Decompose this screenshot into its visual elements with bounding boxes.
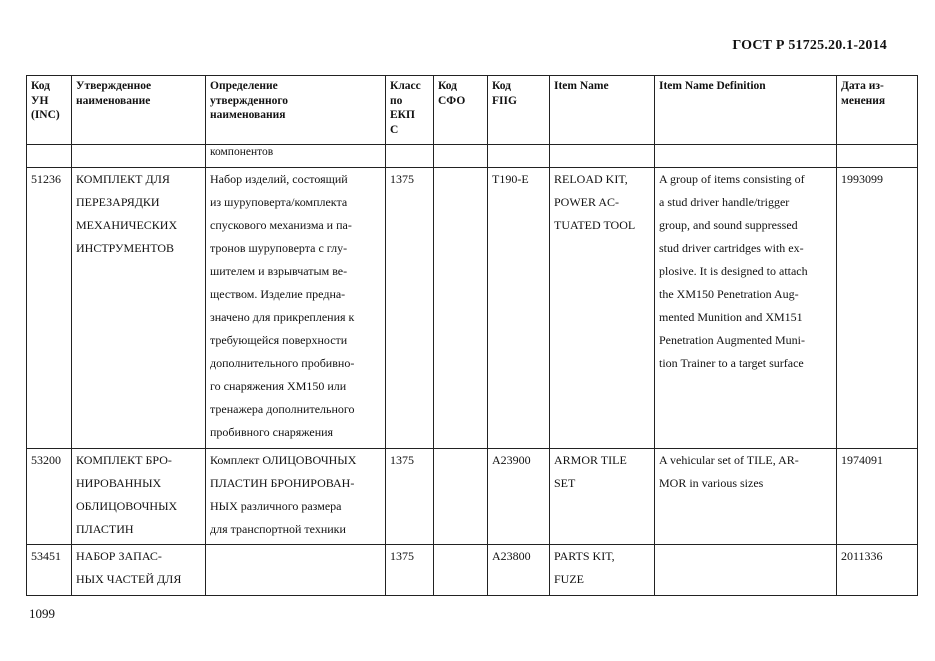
cell-class: 1375 <box>386 449 434 545</box>
cell-definition <box>206 545 386 596</box>
cell-inc: 51236 <box>27 168 72 449</box>
column-header-sfo: Код СФО <box>434 76 488 145</box>
cell-change-date: 2011336 <box>837 545 918 596</box>
cell-definition: компонентов <box>206 145 386 168</box>
nomenclature-table <box>26 75 918 596</box>
cell-approved-name: НАБОР ЗАПАС- НЫХ ЧАСТЕЙ ДЛЯ <box>72 545 206 596</box>
cell-definition: Набор изделий, состоящий из шуруповерта/комплекта спускового механизма и па- тронов шуруповерта с глу- шителем и взрывчатым ве- ществом. Изделие предна- значено для прикрепления к требующейся поверхности дополнительного пробивно- го снаряжения XM150 или тренажера дополнительного пробивного снаряжения <box>206 168 386 449</box>
column-header-fiig: Код FIIG <box>488 76 550 145</box>
column-header-inc: Код УН (INC) <box>27 76 72 145</box>
cell-sfo <box>434 545 488 596</box>
cell-change-date: 1993099 <box>837 168 918 449</box>
cell-item-definition: A vehicular set of TILE, AR- MOR in various sizes <box>655 449 837 545</box>
cell-empty <box>72 145 206 168</box>
column-header-definition: Определение утвержденного наименования <box>206 76 386 145</box>
cell-fiig: A23900 <box>488 449 550 545</box>
cell-empty <box>550 145 655 168</box>
cell-fiig: A23800 <box>488 545 550 596</box>
cell-empty <box>837 145 918 168</box>
cell-item-definition: A group of items consisting of a stud driver handle/trigger group, and sound suppressed stud driver cartridges with ex- plosive. It is designed to attach the XM150 Penetration Aug- mented Munition and XM151 Penetration Augmented Muni- tion Trainer to a target surface <box>655 168 837 449</box>
cell-empty <box>488 145 550 168</box>
column-header-approved-name: Утвержденное наименование <box>72 76 206 145</box>
cell-item-name: ARMOR TILE SET <box>550 449 655 545</box>
column-header-item-definition: Item Name Definition <box>655 76 837 145</box>
cell-empty <box>655 145 837 168</box>
cell-class: 1375 <box>386 168 434 449</box>
cell-item-name: PARTS KIT, FUZE <box>550 545 655 596</box>
column-header-item-name: Item Name <box>550 76 655 145</box>
cell-empty <box>434 145 488 168</box>
column-header-change-date: Дата из- менения <box>837 76 918 145</box>
table-row <box>27 449 918 545</box>
cell-sfo <box>434 449 488 545</box>
cell-fiig: T190-E <box>488 168 550 449</box>
cell-inc: 53200 <box>27 449 72 545</box>
column-header-class: Класс по ЕКП С <box>386 76 434 145</box>
cell-class: 1375 <box>386 545 434 596</box>
cell-item-name: RELOAD KIT, POWER AC- TUATED TOOL <box>550 168 655 449</box>
cell-inc: 53451 <box>27 545 72 596</box>
cell-item-definition <box>655 545 837 596</box>
cell-definition: Комплект ОЛИЦОВОЧНЫХ ПЛАСТИН БРОНИРОВАН- НЫХ различного размера для транспортной техники <box>206 449 386 545</box>
cell-change-date: 1974091 <box>837 449 918 545</box>
table-row <box>27 168 918 449</box>
cell-empty <box>27 145 72 168</box>
page-number: 1099 <box>29 606 55 621</box>
cell-approved-name: КОМПЛЕКТ БРО- НИРОВАННЫХ ОБЛИЦОВОЧНЫХ ПЛАСТИН <box>72 449 206 545</box>
cell-sfo <box>434 168 488 449</box>
cell-empty <box>386 145 434 168</box>
table-header-row <box>27 76 918 145</box>
table-row <box>27 545 918 596</box>
table-row-continuation <box>27 145 918 168</box>
cell-approved-name: КОМПЛЕКТ ДЛЯ ПЕРЕЗАРЯДКИ МЕХАНИЧЕСКИХ ИНСТРУМЕНТОВ <box>72 168 206 449</box>
document-standard-title: ГОСТ Р 51725.20.1-2014 <box>732 38 887 53</box>
